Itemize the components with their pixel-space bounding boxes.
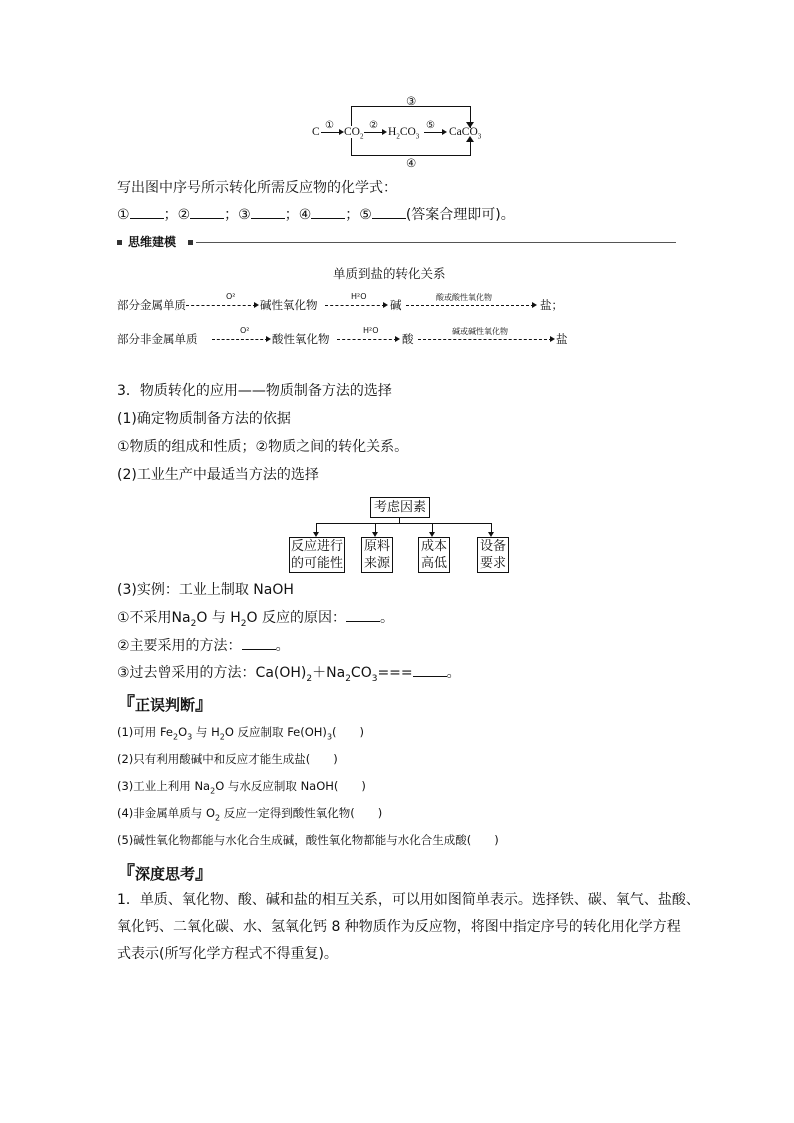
label-1: ① [325,120,334,131]
tree-child-1: 反应进行 的可能性 [290,539,343,571]
relation-title: 单质到盐的转化关系 [333,266,446,281]
label-2: ② [369,120,378,131]
row2-mid1: 酸性氧化物 [272,332,330,346]
question-line: 写出图中序号所示转化所需反应物的化学式： [117,180,397,196]
row2-end: 盐 [556,332,568,346]
tree-child-4: 设备 要求 [477,537,509,573]
deep-title: 『深度思考』 [117,863,214,884]
bullet-icon [117,240,122,245]
carbon: C [312,126,320,138]
row1-mid2: 碱 [390,298,402,312]
bullet-icon [188,240,193,245]
row1-label2: H²O [351,292,367,301]
judge-item-5: (5)碱性氧化物都能与水化合生成碱，酸性氧化物都能与水化合生成酸( ) [117,833,499,847]
row1-label3: 酸或酸性氧化物 [436,293,492,302]
p3-s2: (2)工业生产中最适当方法的选择 [117,467,319,483]
judge-item-4: (4)非金属单质与 $O_2$ 反应一定得到酸性氧化物( ) [117,806,383,823]
caco3: CaCO$_3$ [449,126,482,141]
tree-root: 考虑因素 [370,497,430,518]
judge-item-2: (2)只有利用酸碱中和反应才能生成盐( ) [117,752,338,766]
row2-mid2: 酸 [402,332,414,346]
row1-label1: O² [226,292,236,301]
tree-child-3: 成本 高低 [418,537,450,573]
p3-s1-text: ①物质的组成和性质；②物质之间的转化关系。 [117,439,409,455]
p3-s1: (1)确定物质制备方法的依据 [117,411,291,427]
deep-line-2: 氧化钙、二氧化碳、水、氢氧化钙 8 种物质作为反应物，将图中指定序号的转化用化学方程 [117,919,681,935]
row2-start: 部分非金属单质 [117,332,198,346]
h2co3: $H_2CO_3$ [388,126,420,141]
judge-item-1: (1)可用 $Fe_2O_3$ 与 $H_2O$ 反应制取 $Fe(OH)_3$( ) [117,725,365,742]
row1-start: 部分金属单质 [117,298,186,312]
deep-line-3: 式表示(所写化学方程式不得重复)。 [117,946,338,962]
p3-item3: ③过去曾采用的方法：$Ca(OH)_2+Na_2CO_3===$ 。 [117,665,461,684]
label-3: ③ [406,96,417,108]
row2-label3: 碱或碱性氧化物 [452,327,508,336]
co2: $CO_2$ [344,126,364,141]
reaction-scheme [300,92,500,172]
section-title: 思维建模 [128,235,177,249]
deep-line-1: 1．单质、氧化物、酸、碱和盐的相互关系，可以用如图简单表示。选择铁、碳、氧气、盐酸、 [117,892,700,908]
label-4: ④ [406,158,417,170]
judge-item-3: (3)工业上利用 $Na_2O$ 与水反应制取 NaOH( ) [117,779,366,796]
answer-line: ① ；② ；③ ；④ ；⑤ (答案合理即可)。 [117,207,515,223]
row2-label2: H²O [363,326,379,335]
judge-title: 『正误判断』 [117,694,214,715]
p3-s3: (3)实例：工业上制取 NaOH [117,582,294,598]
row1-mid1: 碱性氧化物 [260,298,318,312]
row2-label1: O² [240,326,250,335]
section-rule [196,242,676,243]
p3-heading: 3．物质转化的应用——物质制备方法的选择 [117,383,392,399]
label-5: ⑤ [426,120,435,131]
tree-child-2: 原料 来源 [361,537,393,573]
p3-item1: ①不采用$Na_2O$ 与 $H_2O$ 反应的原因： 。 [117,610,395,629]
p3-item2: ②主要采用的方法： 。 [117,638,290,654]
row1-end: 盐； [540,298,563,312]
